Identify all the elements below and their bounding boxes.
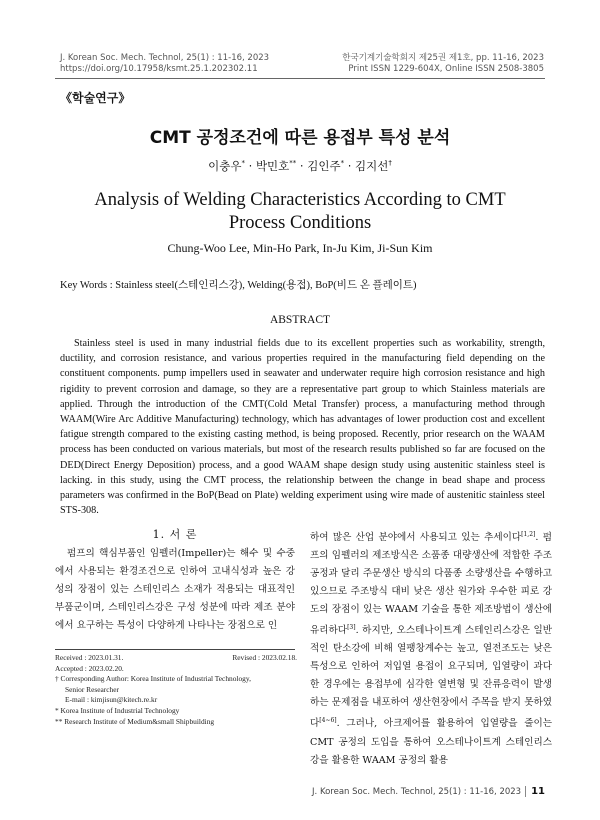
author-mark: * <box>241 159 245 168</box>
revised-date: Revised : 2023.02.18. <box>232 653 297 662</box>
dates-row <box>55 653 297 664</box>
body-column-right <box>310 526 552 770</box>
keywords-list: Stainless steel(스테인리스강), Welding(용접), BoP(비드 온 플레이트) <box>115 280 417 291</box>
running-header-right <box>342 53 544 75</box>
paragraph: 펌프의 핵심부품인 임펠러(Impeller)는 해수 및 수중에서 사용되는 환경조건으로 인하여 고내식성과 높은 강성의 장점이 있는 스테인리스 소재가 적용되는 대표적인 부품군이며, 스테인리스강은 구성 성분에 따라 제조 분야에서 요구하는 특성이 다양하게 나타나는 장점으로 인 <box>55 548 295 631</box>
issn-info: Print ISSN 1229-604X, Online ISSN 2508-3805 <box>348 64 544 74</box>
author-mark: † <box>388 159 392 168</box>
page-number: 11 <box>525 786 545 797</box>
title-english-line2: Process Conditions <box>228 213 372 233</box>
keywords <box>60 277 545 292</box>
author-ko: 김지선 <box>355 159 389 173</box>
email[interactable]: E-mail : kimjisun@kitech.re.kr <box>65 695 158 705</box>
running-header-left <box>60 53 269 75</box>
author-ko: 이충우 <box>208 159 242 173</box>
author-separator: · <box>296 159 308 173</box>
keywords-label: Key Words : <box>60 280 113 291</box>
text-run: . 그러나, 아크제어를 활용하여 입열량을 줄이는 CMT 공정의 도입을 통하여 오스테나이트계 스테인리스강을 활용한 WAAM 공정의 활용 <box>310 718 552 766</box>
text-run: . 하지만, 오스테나이트계 스테인리스강은 일반적인 탄소강에 비해 열팽창계수는 높고, 열전조도는 낮은 특성으로 인하여 저입열 용접이 요구되며, 입열량이 과다한 경우에는 용접부에 심각한 열변형 및 잔류응력이 발생하는 문제점을 내포하여 생산현장에서 주목을 받지 못하였다 <box>310 625 552 730</box>
author-mark: * <box>340 159 345 168</box>
author-mark: ** <box>289 159 297 168</box>
authors-korean <box>0 158 600 174</box>
doi-link[interactable]: https://doi.org/10.17958/ksmt.25.1.202302.11 <box>60 64 258 74</box>
accepted-date: Accepted : 2023.02.20. <box>55 663 124 673</box>
author-ko: 김인주 <box>307 159 341 173</box>
affiliation-1: * Korea Institute of Industrial Technology <box>55 705 180 715</box>
text-run: 하여 많은 산업 분야에서 사용되고 있는 추세이다 <box>310 532 522 544</box>
journal-citation-ko: 한국기계기술학회지 제25권 제1호, pp. 11-16, 2023 <box>342 53 544 63</box>
citation-ref[interactable]: [1,2] <box>521 531 536 538</box>
title-english-line1: Analysis of Welding Characteristics According to CMT <box>94 190 506 210</box>
footer-citation: J. Korean Soc. Mech. Technol, 25(1) : 11-16, 2023 <box>312 787 522 797</box>
section-heading: 1. 서 론 <box>152 528 198 541</box>
author-ko: 박민호 <box>255 159 290 173</box>
author-separator: · <box>344 159 356 173</box>
footnotes <box>55 653 297 727</box>
received-date: Received : 2023.01.31. <box>55 653 124 662</box>
text-run: . 펌프의 임펠러의 제조방식은 소품종 대량생산에 적합한 주조공정과 달리 주문생산 방식의 다품종 소량생산을 수행하고 있으므로 주조방식 대비 낮은 생산 원가와 우수한 피로 강도의 장점이 있는 WAAM 기술을 통한 제조방법이 생산에 유리하다 <box>310 532 552 637</box>
header-divider <box>55 78 545 79</box>
title-korean: CMT 공정조건에 따른 용접부 특성 분석 <box>149 128 451 148</box>
corresponding-role: Senior Researcher <box>65 684 119 694</box>
citation-ref[interactable]: [3] <box>347 624 356 632</box>
article-category: 《학술연구》 <box>60 91 131 105</box>
paragraph <box>310 526 552 770</box>
abstract-body: Stainless steel is used in many industrial fields due to its excellent properties such as workability, strength, ductility, and corrosion resistance, and various properties required in the manufacturing field depending on the constituent components. pump impellers used in seawater and underwater require high corrosion resistance and high rigidity to prevent corrosion and damage, so they are a representative part group to which Stainless materials are applied. Through the introduction of the CMT(Cold Metal Transfer) process, a manufacturing method through WAAM(Wire Arc Additive Manufacturing) technology, which has advantages of lower production cost and excellent fatigue strength compared to the existing casting method, is being proposed. Recently, prior research on the WAAM process has been conducted on various materials, but most of the research results published so far are focused on the DED(Direct Energy Deposition) process, and a good WAAM shape design study using austenitic stainless steel is lacking. in this study, using the CMT process, the relationship between the change in bead shape and process parameters was confirmed in the BoP(Bead on Plate) welding experiment using wire made of austenitic stainless steel STS-308. <box>60 338 545 517</box>
corresponding-author: † Corresponding Author: Korea Institute of Industrial Technology, <box>55 674 251 684</box>
page-footer <box>312 786 545 797</box>
citation-ref[interactable]: [4~6] <box>319 717 337 725</box>
title-english <box>80 189 520 235</box>
abstract-heading: ABSTRACT <box>269 314 331 326</box>
body-column-left <box>55 545 295 635</box>
authors-english: Chung-Woo Lee, Min-Ho Park, In-Ju Kim, Ji-Sun Kim <box>167 241 433 255</box>
affiliation-2: ** Research Institute of Medium&small Shipbuilding <box>55 716 215 726</box>
author-separator: · <box>244 159 256 173</box>
footnote-divider <box>55 649 295 650</box>
journal-citation: J. Korean Soc. Mech. Technol, 25(1) : 11-16, 2023 <box>60 53 270 63</box>
